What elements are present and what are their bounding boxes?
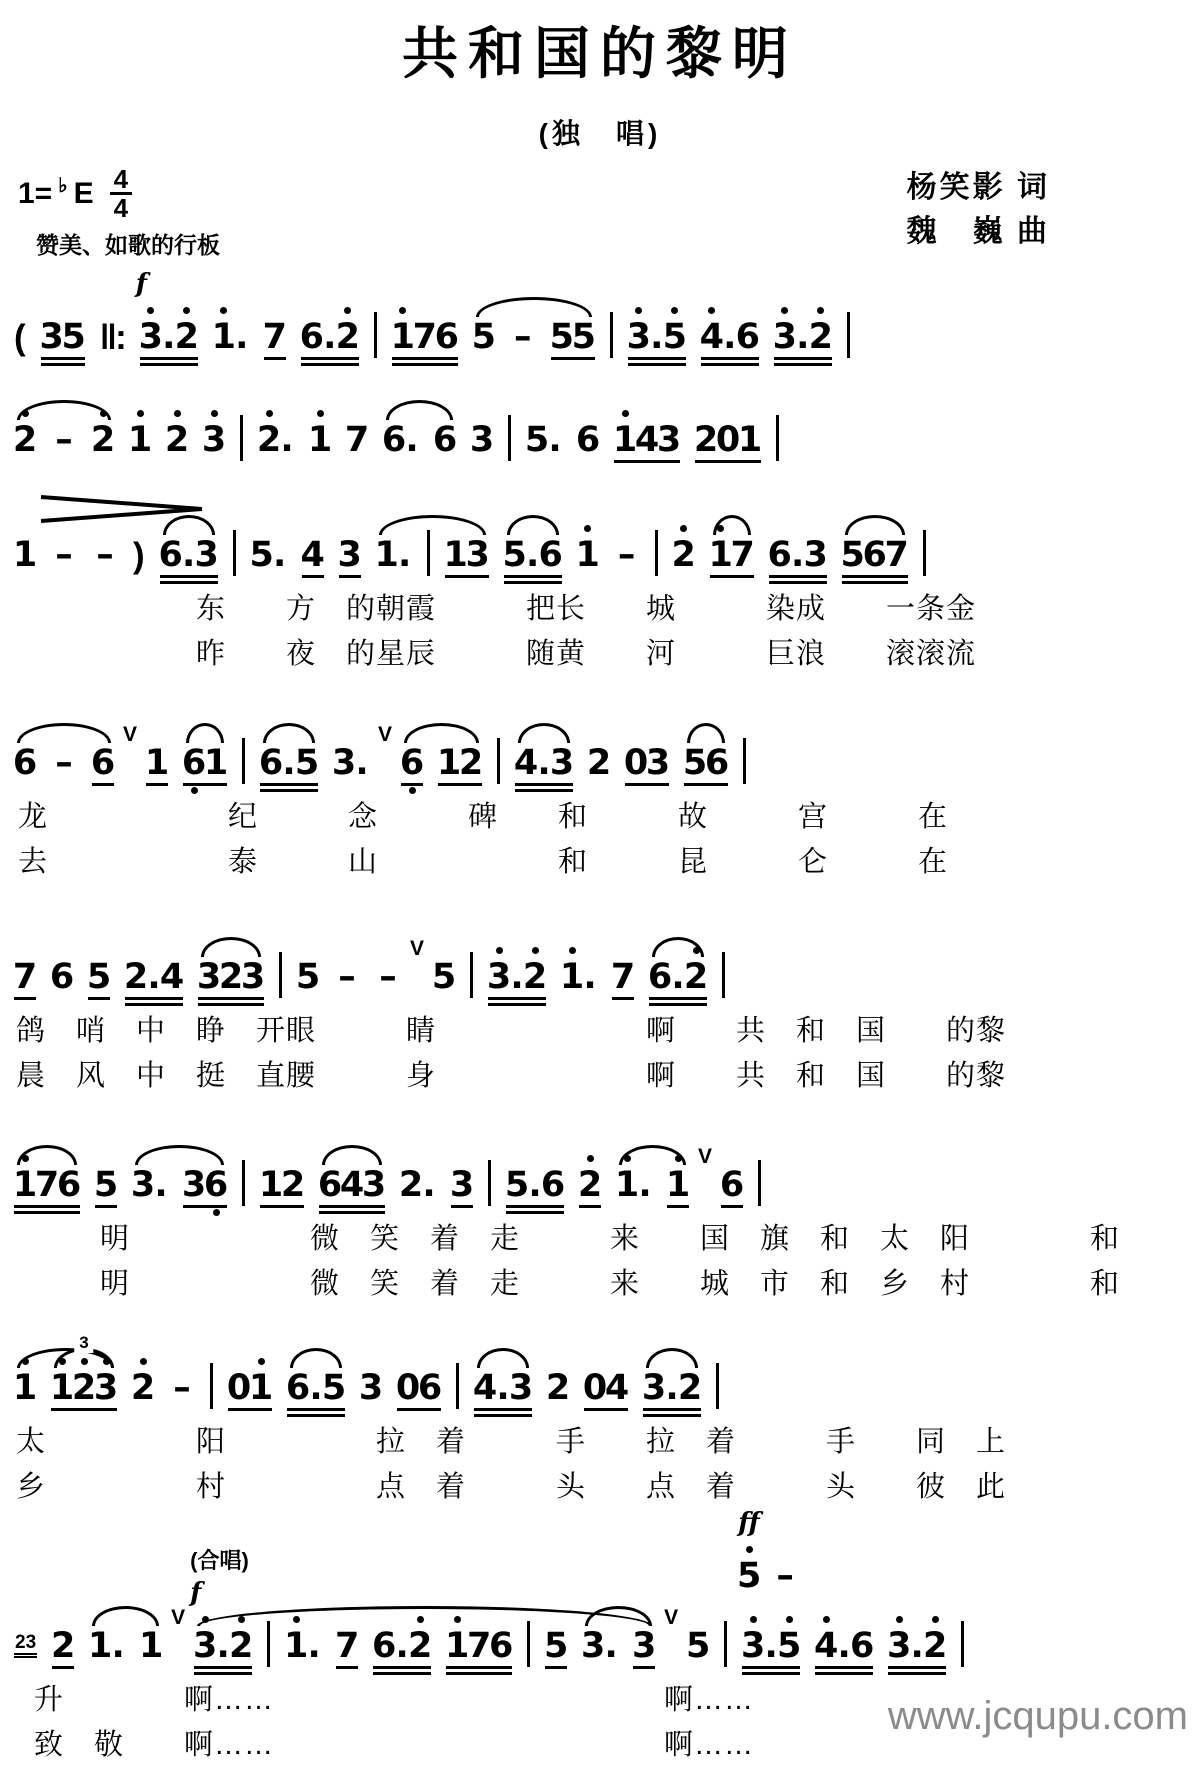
note: 5 <box>545 1611 567 1678</box>
dynamic-marking: f <box>135 269 147 299</box>
note: 5 6 <box>684 728 728 795</box>
music-system-6 <box>0 1145 1200 1307</box>
slur-group <box>504 520 562 587</box>
note: 1 <box>667 1150 689 1217</box>
note: 2 <box>579 1150 601 1217</box>
watermark: www.jcqupu.com <box>887 1694 1188 1738</box>
breath-mark: V <box>378 723 393 746</box>
slur-group <box>684 728 728 795</box>
note: 6 1 <box>183 728 227 795</box>
note: 3 <box>203 405 225 472</box>
barline <box>240 415 243 461</box>
slur-group <box>401 728 482 795</box>
note: 1 2 3 <box>51 1353 117 1420</box>
music-system-2 <box>0 405 1200 472</box>
above-annotations <box>738 1508 798 1608</box>
breath-mark: V <box>664 1606 679 1629</box>
note: 3 . 2 (合唱) f <box>194 1611 252 1678</box>
note: 2 <box>673 520 695 587</box>
note: 6 <box>721 1150 743 1217</box>
flat-symbol: ♭ <box>58 175 68 197</box>
barline <box>961 1621 964 1667</box>
dynamic-marking: ff <box>738 1508 760 1538</box>
repeat-barline: ‖: <box>99 318 125 357</box>
note: 3 <box>451 1150 473 1217</box>
note: – <box>379 957 397 997</box>
slur-group <box>287 1353 345 1420</box>
note: 6 . <box>381 420 419 460</box>
note: 2 <box>545 1368 571 1408</box>
barline <box>923 530 926 576</box>
note: 5 . 6 <box>504 520 562 587</box>
music-system-1 <box>0 269 1200 369</box>
slur-group <box>643 1353 701 1420</box>
slur-group <box>473 302 595 369</box>
note: 1 <box>309 405 331 472</box>
note: 0 6 <box>397 1353 441 1420</box>
notation-line <box>0 269 1200 369</box>
score-text: ) <box>133 536 145 575</box>
notation-line <box>0 1145 1200 1217</box>
note: – <box>55 535 73 575</box>
notation-line <box>0 405 1200 472</box>
note: 5 <box>431 957 457 997</box>
note: 1 4 3 <box>614 405 680 472</box>
barline <box>242 738 245 784</box>
note: 1 <box>577 520 599 587</box>
meter-numerator: 4 <box>110 166 132 195</box>
note: 3 <box>469 420 495 460</box>
lyric-line-2: 去 泰 山 和 昆 仑 在 <box>18 846 949 878</box>
note: 1 7 6 <box>446 1611 512 1678</box>
barline <box>655 530 658 576</box>
barline <box>527 1621 530 1667</box>
credits <box>907 166 1050 254</box>
note: 6 <box>92 728 114 795</box>
music-system-3 <box>0 520 1200 677</box>
note: 1 . <box>87 1626 125 1666</box>
lyric-line-1: 东 方 的朝霞 把长 城 染成 一条金 <box>196 593 977 625</box>
barline <box>610 312 613 358</box>
slur-group <box>710 520 754 587</box>
slur-group <box>51 1353 117 1420</box>
note: 5 5 <box>551 302 595 369</box>
note: 6 <box>12 743 38 783</box>
note: 1 <box>129 405 151 472</box>
lyric-line-1: 龙 纪 念 碑 和 故 宫 在 <box>18 801 949 833</box>
note: 6 . 3 <box>160 520 218 587</box>
note: – <box>338 957 356 997</box>
lyric-line-2: 乡 村 点 着 头 点 着 头 彼 此 <box>16 1471 1007 1503</box>
note: 2 0 1 <box>695 405 761 472</box>
note: 5 6 7 <box>842 520 908 587</box>
note: 2 <box>92 405 114 472</box>
barline <box>758 1160 761 1206</box>
note: 2 <box>52 1611 74 1678</box>
note: 3 . 2 <box>774 302 832 369</box>
slur-group <box>132 1150 227 1217</box>
slur-group <box>14 1353 117 1420</box>
note: 3 2 3 <box>198 942 264 1009</box>
note: 4 . 6 <box>701 302 759 369</box>
note: 7 <box>612 942 634 1009</box>
barline <box>470 952 473 998</box>
note: 1 <box>146 728 168 795</box>
barline <box>497 738 500 784</box>
barline <box>279 952 282 998</box>
note: 4 . 3 <box>474 1353 532 1420</box>
note: 1 . <box>616 1150 652 1217</box>
note: 1 7 6 <box>14 1150 80 1217</box>
score-annotation: (合唱) <box>190 1548 249 1573</box>
slur-group <box>376 520 489 587</box>
slur-group <box>260 728 318 795</box>
barline <box>242 1160 245 1206</box>
notation-line <box>0 520 1200 587</box>
notation-line <box>0 1508 1200 1678</box>
note: 2 <box>586 743 612 783</box>
note: – <box>55 420 73 460</box>
slur-group <box>319 1150 385 1217</box>
note: 1 2 <box>438 728 482 795</box>
note: 3 . 2 <box>888 1611 946 1678</box>
slur-group <box>89 1611 162 1678</box>
note: 6 <box>49 957 75 997</box>
slur-group <box>649 942 707 1009</box>
breath-mark: V <box>123 723 138 746</box>
note: 6 . 2 <box>373 1611 431 1678</box>
slur-group <box>14 405 114 472</box>
note: 2 . 4 <box>125 942 183 1009</box>
note: – <box>617 535 636 575</box>
note: 2 <box>14 405 36 472</box>
note: 6 . 5 <box>287 1353 345 1420</box>
note: 3 . 5 ff 5 – <box>742 1611 800 1678</box>
lyric-line-1: 鸽 哨 中 睁 开眼 睛 啊 共 和 国 的黎 <box>16 1015 1007 1047</box>
note: 5 . <box>524 420 562 460</box>
note: 7 <box>14 942 36 1009</box>
key-prefix: 1= <box>18 176 53 210</box>
note: – <box>96 535 114 575</box>
note: 3 . <box>580 1626 618 1666</box>
barline <box>508 415 511 461</box>
score-body <box>0 269 1200 1768</box>
note: 1 . <box>285 1611 321 1678</box>
lyric-line-2: 致 敬 啊…… 啊…… <box>34 1729 755 1761</box>
music-system-4 <box>0 723 1200 885</box>
sheet-music-page <box>0 10 1200 1761</box>
key-signature <box>18 166 220 221</box>
meta-row <box>0 152 1200 260</box>
slur-group <box>515 728 573 795</box>
lyric-line-2: 昨 夜 的星辰 随黄 河 巨浪 滚滚流 <box>196 638 977 670</box>
note: 5 <box>471 317 496 357</box>
tempo-marking: 赞美、如歌的行板 <box>36 232 220 258</box>
note: 3 5 <box>41 302 85 369</box>
note: 3 . 5 <box>628 302 686 369</box>
slur-group <box>582 1611 655 1678</box>
barline <box>724 1621 727 1667</box>
barline <box>456 1363 459 1409</box>
slur-group <box>616 1150 689 1217</box>
note: 2 <box>132 1353 154 1420</box>
notation-line <box>0 1353 1200 1420</box>
note: 1 7 6 <box>392 302 458 369</box>
breath-mark: V <box>698 1145 713 1168</box>
barline <box>374 312 377 358</box>
note: 0 1 <box>228 1353 272 1420</box>
note: 3 . 2 <box>643 1353 701 1420</box>
note: 1 3 <box>445 520 489 587</box>
note: 5 <box>88 942 110 1009</box>
note: 3 . <box>331 743 369 783</box>
slur-group <box>842 520 908 587</box>
notation-line <box>0 723 1200 795</box>
lyric-line-1: 太 阳 拉 着 手 拉 着 手 同 上 <box>16 1426 1007 1458</box>
note: 2 <box>166 405 188 472</box>
note: 1 <box>14 1353 36 1420</box>
note: 3 . 2 <box>488 942 546 1009</box>
slur-group <box>383 405 456 472</box>
note: 1 7 <box>710 520 754 587</box>
barline <box>267 1621 270 1667</box>
song-title: 共和国的黎明 <box>402 22 798 85</box>
notation-line <box>0 937 1200 1009</box>
barline <box>488 1160 491 1206</box>
note: 3 <box>633 1611 655 1678</box>
lyricist: 杨笑影 词 <box>906 171 1050 204</box>
note: 6 . 2 <box>301 302 359 369</box>
note: 3 <box>358 1368 384 1408</box>
note: 0 3 <box>625 728 669 795</box>
note: 1 . <box>213 302 249 369</box>
note: – <box>173 1368 191 1408</box>
breath-mark: V <box>171 1606 186 1629</box>
note: 1 . <box>374 535 412 575</box>
note: 5 . 6 <box>506 1150 564 1217</box>
note: 3 6 <box>183 1150 227 1217</box>
note: 5 – <box>738 1541 798 1608</box>
note: 6 . 5 <box>260 728 318 795</box>
slur-group <box>198 942 264 1009</box>
barline <box>847 312 850 358</box>
music-system-8 <box>0 1508 1200 1768</box>
note: 5 . <box>249 535 287 575</box>
lyric-line-1: 升 啊…… 啊…… <box>34 1684 755 1716</box>
barline <box>427 530 430 576</box>
barline <box>716 1363 719 1409</box>
note: 3 . 2 f <box>140 302 198 369</box>
slur-group <box>160 520 218 587</box>
above-annotations <box>136 269 147 299</box>
note: 1 <box>138 1626 164 1666</box>
note: 3 . <box>130 1165 168 1205</box>
dynamic-marking: f <box>190 1578 202 1608</box>
note: – <box>55 743 73 783</box>
note: 3 <box>339 520 361 587</box>
note: 1 2 <box>260 1150 304 1217</box>
barline <box>233 530 236 576</box>
meter-denominator: 4 <box>113 193 129 223</box>
note: 5 <box>95 1150 117 1217</box>
note: 2 . <box>398 1165 436 1205</box>
note: 4 . 3 <box>515 728 573 795</box>
song-subtitle: (独 唱) <box>538 118 662 149</box>
note: 1 . <box>561 942 597 1009</box>
music-system-7 <box>0 1353 1200 1510</box>
note: 5 <box>686 1626 711 1666</box>
barline <box>743 738 746 784</box>
slur-group <box>183 728 227 795</box>
time-signature <box>110 166 132 221</box>
key-note: E <box>73 176 94 210</box>
note: 6 <box>401 728 423 795</box>
grace-notes: 23 <box>14 1632 37 1658</box>
note: 6 . 3 <box>769 520 827 587</box>
score-text: ( <box>14 318 26 357</box>
note: – <box>513 317 532 357</box>
note: 7 <box>336 1611 358 1678</box>
note: 7 <box>344 420 370 460</box>
slur-group <box>190 1548 657 1678</box>
slur-group <box>14 728 114 795</box>
lyric-line-2: 晨 风 中 挺 直腰 身 啊 共 和 国 的黎 <box>16 1060 1007 1092</box>
note: 6 . 2 <box>649 942 707 1009</box>
slur-group <box>14 1150 80 1217</box>
note: 7 <box>264 302 286 369</box>
note: 2 . <box>258 405 294 472</box>
composer: 魏 巍 曲 <box>906 215 1050 248</box>
music-system-5 <box>0 937 1200 1099</box>
breath-mark: V <box>410 937 425 960</box>
note: 1 <box>12 535 38 575</box>
note: 6 <box>575 420 601 460</box>
key-tempo-block <box>18 166 220 260</box>
note: 0 4 <box>584 1353 628 1420</box>
note: 4 . 6 <box>815 1611 873 1678</box>
lyric-line-2: 明 微 笑 着 走 来 城 市 和 乡 村 和 <box>100 1268 1121 1300</box>
note: 5 <box>295 957 321 997</box>
barline <box>722 952 725 998</box>
barline <box>210 1363 213 1409</box>
note: 6 4 3 <box>319 1150 385 1217</box>
barline <box>776 415 779 461</box>
above-annotations <box>190 1544 249 1608</box>
lyric-line-1: 明 微 笑 着 走 来 国 旗 和 太 阳 和 <box>100 1223 1121 1255</box>
note: 4 <box>302 520 324 587</box>
slur-group <box>474 1353 532 1420</box>
note: 6 <box>432 420 458 460</box>
